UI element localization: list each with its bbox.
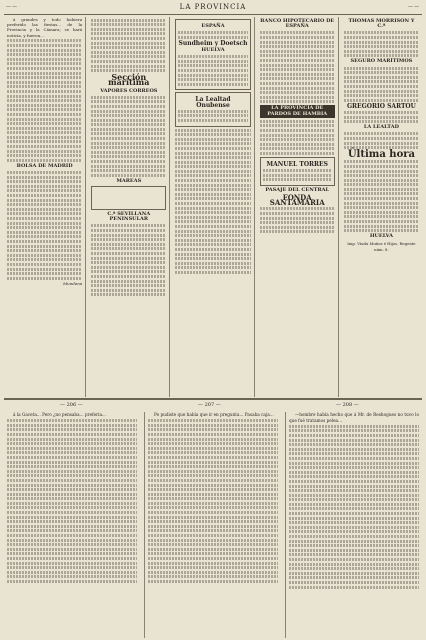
column-4 bbox=[257, 17, 339, 397]
masthead-rule bbox=[4, 14, 422, 15]
huelva-footer-city: HUELVA bbox=[369, 233, 394, 240]
pasaje-heading: PASAJE DEL CENTRAL bbox=[265, 186, 330, 193]
sartou-heading: GREGORIO SARTOU bbox=[346, 102, 416, 110]
morrison-heading: THOMAS MORRISON Y C.ª bbox=[348, 18, 415, 30]
masthead-title: LA PROVINCIA bbox=[179, 3, 247, 11]
maritime-sub2: MAREAS bbox=[116, 177, 142, 184]
masthead-right: —— bbox=[408, 4, 420, 10]
sundheim-ad bbox=[175, 19, 250, 90]
lealtad-ad-title: La Lealtad Onubense bbox=[195, 96, 231, 109]
column-1-heading: BOLSA DE MADRID bbox=[16, 162, 73, 169]
page-number-right: — 208 — bbox=[336, 402, 359, 408]
column-1-sub: Mundana bbox=[63, 281, 83, 287]
feuilleton-column-1 bbox=[4, 412, 140, 638]
masthead-left: —— bbox=[6, 4, 18, 10]
column-2 bbox=[88, 17, 170, 397]
feuilleton bbox=[0, 400, 426, 640]
torres-ad-title: MANUEL TORRES bbox=[266, 160, 328, 168]
column-5 bbox=[341, 17, 422, 397]
seguros-heading: SEGURO MARÍTIMOS bbox=[350, 58, 413, 65]
feuilleton-text-2: Pe pudiste que había que ir en pregunta... Pasaba caja... bbox=[154, 412, 274, 417]
maritime-sub3: C.ª SEVILLANA PENINSULAR bbox=[107, 211, 151, 223]
feuilleton-column-2 bbox=[144, 412, 281, 638]
maritime-heading: Sección marítima bbox=[108, 72, 150, 88]
top-columns bbox=[4, 17, 422, 397]
torres-ad bbox=[260, 157, 335, 186]
tide-table bbox=[91, 186, 166, 210]
column-1 bbox=[4, 17, 86, 397]
sundheim-ad-city: HUELVA bbox=[201, 47, 225, 53]
printer-footer: Imp. Viuda Muñoz é Hijos, Regente núm. 8. bbox=[347, 241, 416, 252]
fonda-heading: FONDA SANTAMARIA bbox=[269, 193, 325, 208]
sundheim-ad-top: ESPAÑA bbox=[201, 23, 225, 29]
column-3 bbox=[172, 17, 254, 397]
lealtad2-heading: LA LEALTAD bbox=[363, 124, 399, 131]
provincia-heading: LA PROVINCIA DE PARDOS DE HAMBIA bbox=[260, 105, 335, 117]
sundheim-ad-title: Sundheim y Doetsch bbox=[178, 39, 248, 47]
feuilleton-header bbox=[0, 400, 426, 410]
feuilleton-column-3 bbox=[285, 412, 422, 638]
feuilleton-text-3: —hombre había hecho que á Mr. de Reshogues no tuvo lo que fué tratamos pelea... bbox=[289, 412, 419, 423]
feuilleton-text-1: á la Gaceta... Pero ¿no pensaba... preferia... bbox=[13, 412, 106, 417]
ultima-hora-heading: Última hora bbox=[347, 149, 415, 161]
maritime-sub1: VAPORES CORREOS bbox=[100, 87, 158, 94]
lealtad-ad bbox=[175, 92, 250, 126]
feuilleton-columns bbox=[4, 412, 422, 638]
page-number-center: — 207 — bbox=[198, 402, 221, 408]
banco-heading: BANCO HIPOTECARIO DE ESPAÑA bbox=[260, 18, 335, 30]
column-1-text: á grandes y todo hubiera preferido las fiestas... de la Provincia y la Cámara; se hará noticia, y fueron... bbox=[7, 17, 83, 38]
masthead bbox=[0, 0, 426, 14]
page-number-left: — 206 — bbox=[60, 402, 83, 408]
